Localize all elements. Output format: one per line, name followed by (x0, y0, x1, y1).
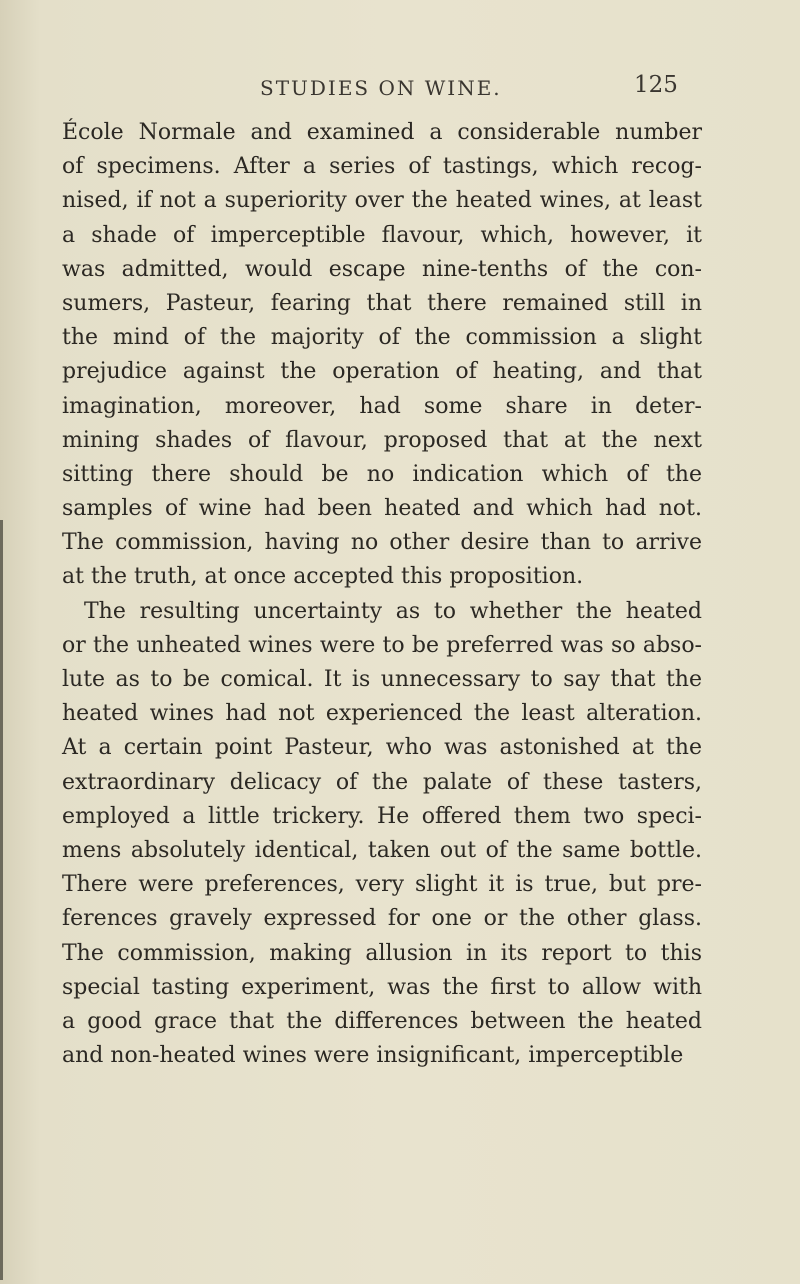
text-line: The resulting uncertainty as to whether the heated (84, 598, 702, 624)
page-edge-shadow (0, 520, 3, 1280)
text-line: The commission, having no other desire than to arrive (62, 530, 702, 556)
text-line: prejudice against the operation of heating, and that (62, 359, 702, 385)
text-line: There were preferences, very slight it is true, but pre- (62, 872, 702, 898)
text-line: a shade of imperceptible flavour, which, however, it (62, 222, 702, 248)
text-line: the mind of the majority of the commission a slight (62, 325, 702, 351)
text-line: a good grace that the differences between the heated (62, 1008, 702, 1034)
text-line: nised, if not a superiority over the heated wines, at least (62, 188, 702, 214)
text-line: samples of wine had been heated and which had not. (62, 496, 702, 522)
text-line: École Normale and examined a considerable number (62, 120, 702, 145)
running-head: STUDIES ON WINE. (260, 76, 502, 100)
text-line: sitting there should be no indication which of the (62, 461, 702, 487)
page-header (0, 72, 800, 106)
text-line: lute as to be comical. It is unnecessary to say that the (62, 667, 702, 692)
text-line: mens absolutely identical, taken out of the same bottle. (62, 837, 702, 863)
text-line: At a certain point Pasteur, who was astonished at the (62, 735, 702, 761)
text-line: heated wines had not experienced the least alteration. (62, 701, 702, 727)
text-line: sumers, Pasteur, fearing that there remained still in (62, 290, 702, 316)
text-line: or the unheated wines were to be preferred was so abso- (62, 632, 702, 658)
text-line: The commission, making allusion in its report to this (62, 940, 702, 966)
text-line: was admitted, would escape nine-tenths of the con- (62, 256, 702, 282)
text-line: ferences gravely expressed for one or the other glass. (62, 906, 702, 932)
body-text (62, 116, 702, 1073)
text-line: at the truth, at once accepted this proposition. (62, 564, 584, 590)
text-line: special tasting experiment, was the first to allow with (62, 974, 702, 1000)
page-number: 125 (634, 72, 678, 98)
text-line: extraordinary delicacy of the palate of these tasters, (62, 769, 702, 795)
text-line: imagination, moreover, had some share in deter- (62, 393, 702, 419)
text-line: and non-heated wines were insignificant, imperceptible (62, 1043, 684, 1069)
text-line: employed a little trickery. He offered them two speci- (62, 803, 702, 829)
text-line: mining shades of flavour, proposed that at the next (62, 427, 702, 453)
text-line: of specimens. After a series of tastings, which recog- (62, 154, 702, 180)
